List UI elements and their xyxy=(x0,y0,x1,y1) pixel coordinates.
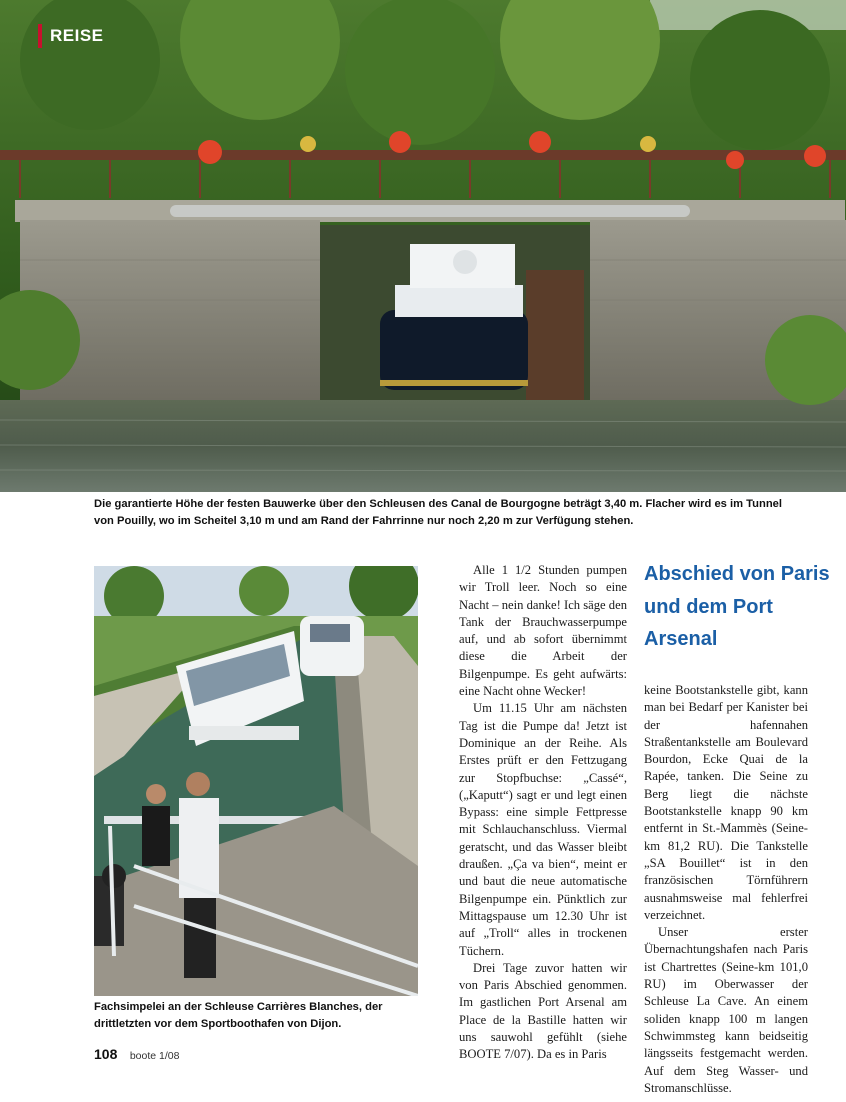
article-column-middle xyxy=(459,562,627,1064)
canal-lock-illustration xyxy=(0,0,846,492)
article-headline: Abschied von Paris und dem Port Arsenal xyxy=(644,563,830,650)
hero-photo xyxy=(0,0,846,492)
page-number: 108 xyxy=(94,1046,118,1062)
section-label: REISE xyxy=(38,24,104,48)
issue-label: boote 1/08 xyxy=(129,1050,180,1062)
lock-caption: Fachsimpelei an der Schleuse Carrières Blanches, der drittletzten vor dem Sportboothafen von Dijon. xyxy=(94,1001,383,1030)
page-footer xyxy=(94,1046,179,1064)
hero-caption: Die garantierte Höhe der festen Bauwerke über den Schleusen des Canal de Bourgogne beträgt 3,40 m. Flacher wird es im Tunnel von Pouilly, wo im Scheitel 3,10 m und am Rand der Fahrrinne nur noch 2,20 m zur Verfügung stehen. xyxy=(94,498,783,527)
paragraph: Alle 1 1/2 Stunden pumpen wir Troll leer. Noch so eine Nacht – nein danke! Ich säge den Tank der Brauchwasserpumpe auf, und ab sofort übernimmt diese die Arbeit der Bilgenpumpe. Es geht aufwärts: eine Nacht ohne Wecker! xyxy=(459,563,627,699)
article-column-right xyxy=(644,682,808,1097)
lock-scene-illustration xyxy=(94,566,418,996)
paragraph: Unser erster Übernachtungshafen nach Paris ist Chartrettes (Seine-km 101,0 RU) im Oberwasser der Schleuse La Cave. An einem soliden knapp 100 m langen Schwimmsteg kann beidseitig längsseits festgemacht werden. Auf dem Steg Wasser- und Stromanschlüsse. xyxy=(644,925,808,1095)
paragraph: Um 11.15 Uhr am nächsten Tag ist die Pumpe da! Jetzt ist Dominique an der Reihe. Als Erstes prüft er den Fettzugang zur Stopfbuchse: „Cassé“, („Kaputt“) sagt er und legt einen Bypass: eine simple Fettpresse mit Schlauchanschluss. Viermal geratscht, und das Wasser bleibt draußen. „Ça va bien“, meint er und baut die neue automatische Bilgenpumpe ein. Pünktlich zur Mittagspause um 12.30 Uhr ist auf „Troll“ alles in trockenen Tüchern. xyxy=(459,701,627,958)
lock-photo xyxy=(94,566,418,996)
paragraph: Drei Tage zuvor hatten wir von Paris Abschied genommen. Im gastlichen Port Arsenal am Place de la Bastille hatten wir uns sauwohl gefühlt (siehe BOOTE 7/07). Da es in Paris xyxy=(459,960,627,1062)
paragraph: keine Bootstankstelle gibt, kann man bei Bedarf per Kanister bei der hafennahen Straßentankstelle am Boulevard Bourdon, Ecke Quai de la Rapée, tanken. Die Seine zu Berg liegt die nächste Bootstankstelle knapp 90 km entfernt in St.-Mammès (Seine-km 81,2 RU). Die Tankstelle „SA Bouillet“ ist in den französischen Törnführern ausnahmsweise mal fehlerfrei verzeichnet. xyxy=(644,683,808,922)
